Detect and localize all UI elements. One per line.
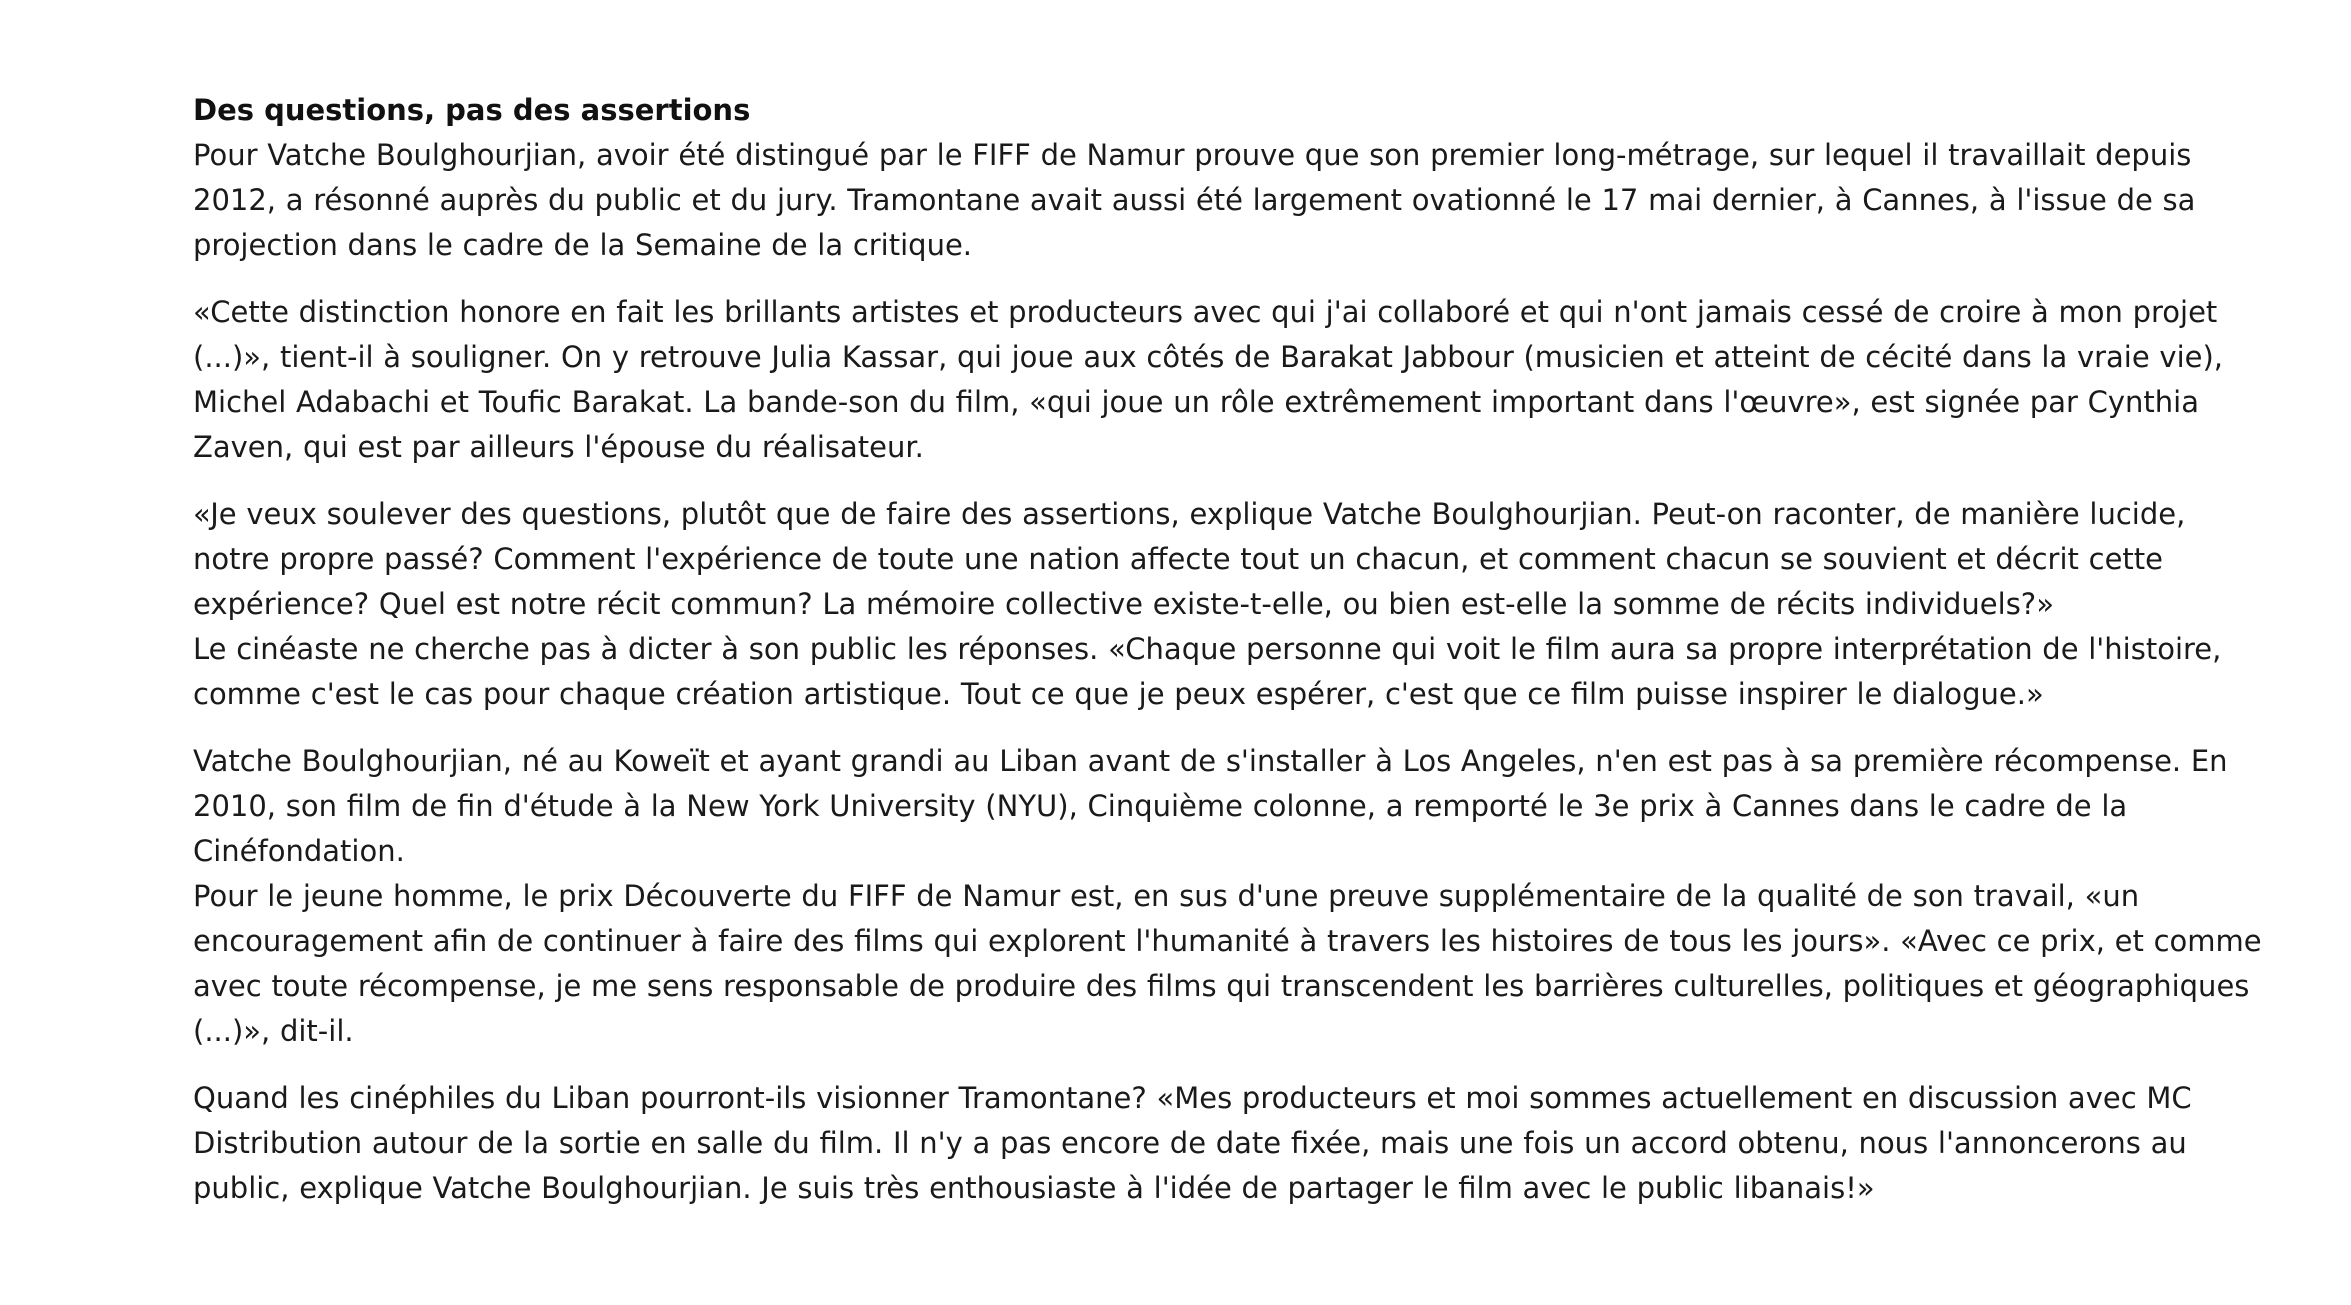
article-paragraph [193, 1076, 2273, 1211]
paragraph-line: (...)», tient-il à souligner. On y retrouve Julia Kassar, qui joue aux côtés de Barakat Jabbour (musicien et atteint de cécité dans la vraie vie), [193, 340, 2224, 374]
paragraph-line: 2010, son film de fin d'étude à la New York University (NYU), Cinquième colonne, a remporté le 3e prix à Cannes dans le cadre de la [193, 789, 2128, 823]
paragraph-line: (...)», dit-il. [193, 1014, 354, 1048]
article-body [193, 88, 2273, 1233]
paragraph-line: «Je veux soulever des questions, plutôt que de faire des assertions, explique Vatche Boulghourjian. Peut-on raconter, de manière lucide, [193, 497, 2186, 531]
paragraph-line: avec toute récompense, je me sens responsable de produire des films qui transcendent les barrières culturelles, politiques et géographiques [193, 969, 2250, 1003]
article-paragraph [193, 739, 2273, 1054]
paragraph-line: projection dans le cadre de la Semaine de la critique. [193, 228, 973, 262]
article-paragraph [193, 133, 2273, 268]
section-heading: Des questions, pas des assertions [193, 93, 751, 127]
paragraph-line: Michel Adabachi et Toufic Barakat. La bande-son du film, «qui joue un rôle extrêmement important dans l'œuvre», est signée par Cynthia [193, 385, 2200, 419]
paragraph-line: Quand les cinéphiles du Liban pourront-ils visionner Tramontane? «Mes producteurs et moi sommes actuellement en discussion avec MC [193, 1081, 2192, 1115]
paragraph-line: Pour Vatche Boulghourjian, avoir été distingué par le FIFF de Namur prouve que son premier long-métrage, sur lequel il travaillait depuis [193, 138, 2192, 172]
paragraph-line: Cinéfondation. [193, 834, 405, 868]
paragraph-line: public, explique Vatche Boulghourjian. Je suis très enthousiaste à l'idée de partager le film avec le public libanais!» [193, 1171, 1875, 1205]
article-paragraph [193, 492, 2273, 717]
paragraph-line: Distribution autour de la sortie en salle du film. Il n'y a pas encore de date fixée, mais une fois un accord obtenu, nous l'annoncerons au [193, 1126, 2187, 1160]
article-paragraph [193, 290, 2273, 470]
paragraph-line: Pour le jeune homme, le prix Découverte du FIFF de Namur est, en sus d'une preuve supplémentaire de la qualité de son travail, «un [193, 879, 2140, 913]
paragraph-line: Vatche Boulghourjian, né au Koweït et ayant grandi au Liban avant de s'installer à Los Angeles, n'en est pas à sa première récompense. En [193, 744, 2228, 778]
paragraph-line: encouragement afin de continuer à faire des films qui explorent l'humanité à travers les histoires de tous les jours». «Avec ce prix, et comme [193, 924, 2262, 958]
paragraph-line: «Cette distinction honore en fait les brillants artistes et producteurs avec qui j'ai collaboré et qui n'ont jamais cessé de croire à mon projet [193, 295, 2218, 329]
paragraph-line: comme c'est le cas pour chaque création artistique. Tout ce que je peux espérer, c'est que ce film puisse inspirer le dialogue.» [193, 677, 2044, 711]
paragraph-line: Le cinéaste ne cherche pas à dicter à son public les réponses. «Chaque personne qui voit le film aura sa propre interprétation de l'histoire, [193, 632, 2222, 666]
paragraph-line: 2012, a résonné auprès du public et du jury. Tramontane avait aussi été largement ovationné le 17 mai dernier, à Cannes, à l'issue de sa [193, 183, 2196, 217]
paragraph-line: expérience? Quel est notre récit commun? La mémoire collective existe-t-elle, ou bien est-elle la somme de récits individuels?» [193, 587, 2054, 621]
paragraph-list [193, 133, 2273, 1211]
paragraph-line: notre propre passé? Comment l'expérience de toute une nation affecte tout un chacun, et comment chacun se souvient et décrit cette [193, 542, 2163, 576]
paragraph-line: Zaven, qui est par ailleurs l'épouse du réalisateur. [193, 430, 924, 464]
